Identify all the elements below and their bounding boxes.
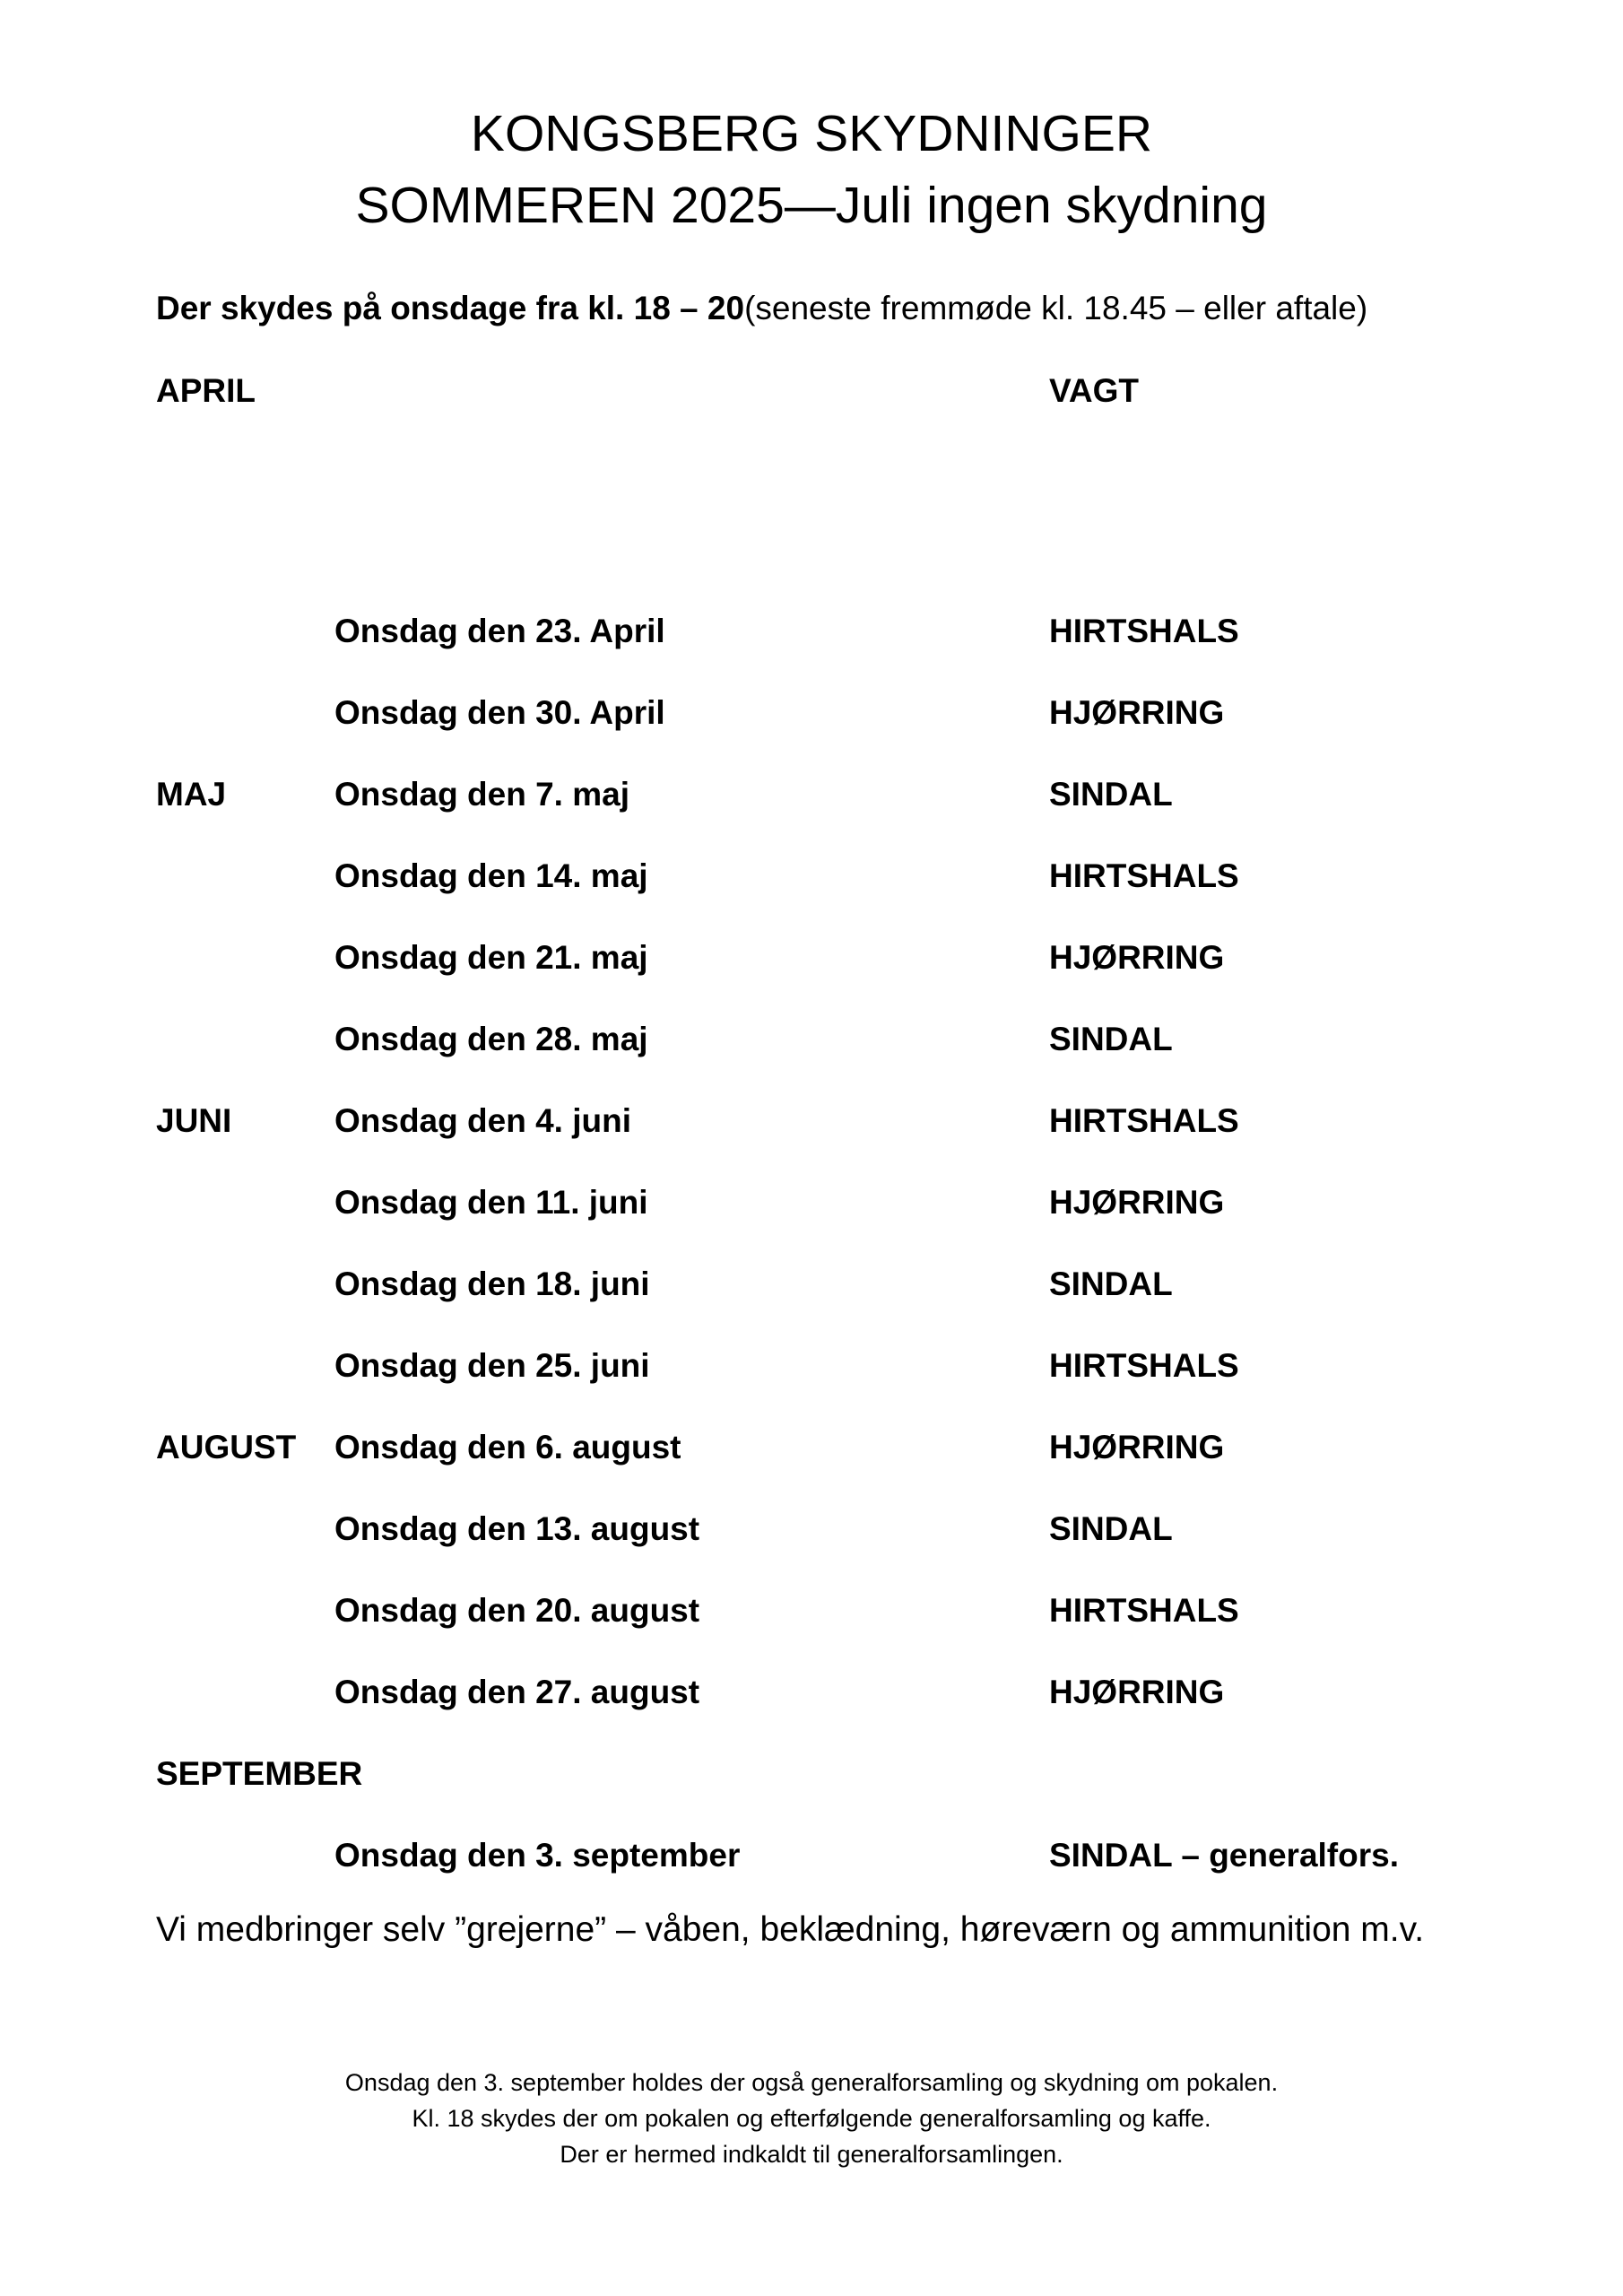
equipment-note: Vi medbringer selv ”grejerne” – våben, beklædning, høreværn og ammunition m.v. <box>156 1910 1425 1949</box>
page-title: KONGSBERG SKYDNINGER <box>470 105 1153 162</box>
schedule-row <box>0 694 1623 739</box>
schedule-date: Onsdag den 3. september <box>334 1837 741 1874</box>
schedule-guard: SINDAL – generalfors. <box>1049 1837 1399 1874</box>
schedule-row <box>0 1429 1623 1474</box>
schedule-month: SEPTEMBER <box>156 1755 363 1792</box>
schedule-month: AUGUST <box>156 1429 297 1465</box>
intro-normal: (seneste fremmøde kl. 18.45 – eller aftale) <box>744 290 1368 326</box>
schedule-date: Onsdag den 28. maj <box>334 1021 648 1057</box>
schedule-guard: SINDAL <box>1049 776 1173 813</box>
footer-line: Der er hermed indkaldt til generalforsamlingen. <box>560 2141 1063 2168</box>
schedule-row <box>0 1347 1623 1392</box>
schedule-row <box>0 613 1623 657</box>
schedule-row <box>0 857 1623 902</box>
schedule-guard: HIRTSHALS <box>1049 1347 1239 1384</box>
schedule-guard: SINDAL <box>1049 1510 1173 1547</box>
schedule-guard: SINDAL <box>1049 1265 1173 1302</box>
schedule-row <box>0 1021 1623 1065</box>
schedule-row <box>0 776 1623 821</box>
page-subtitle: SOMMEREN 2025—Juli ingen skydning <box>355 177 1268 234</box>
footer-line: Onsdag den 3. september holdes der også generalforsamling og skydning om pokalen. <box>344 2069 1279 2096</box>
schedule-date: Onsdag den 7. maj <box>334 776 629 813</box>
schedule-month: JUNI <box>156 1102 232 1139</box>
schedule-date: Onsdag den 23. April <box>334 613 665 649</box>
schedule-month: MAJ <box>156 776 227 813</box>
schedule-date: Onsdag den 13. august <box>334 1510 700 1547</box>
schedule-row <box>0 1510 1623 1555</box>
intro-text <box>156 290 1367 327</box>
schedule-guard: HJØRRING <box>1049 1674 1225 1710</box>
footer-notice <box>0 2065 1623 2172</box>
schedule-guard: HIRTSHALS <box>1049 1102 1239 1139</box>
schedule-row <box>0 1102 1623 1147</box>
schedule-date: Onsdag den 27. august <box>334 1674 700 1710</box>
schedule-row <box>0 1592 1623 1637</box>
schedule-date: Onsdag den 11. juni <box>334 1184 648 1221</box>
schedule-guard: HJØRRING <box>1049 694 1225 731</box>
schedule-row <box>0 939 1623 984</box>
schedule-guard: HJØRRING <box>1049 939 1225 976</box>
footer-line: Kl. 18 skydes der om pokalen og efterfølgende generalforsamling og kaffe. <box>412 2105 1211 2132</box>
schedule-row <box>0 1674 1623 1718</box>
guard-column-header: VAGT <box>1049 372 1140 409</box>
intro-bold: Der skydes på onsdage fra kl. 18 – 20 <box>156 290 745 326</box>
schedule-date: Onsdag den 14. maj <box>334 857 648 894</box>
schedule-date: Onsdag den 25. juni <box>334 1347 650 1384</box>
schedule-guard: HIRTSHALS <box>1049 1592 1239 1629</box>
schedule-date: Onsdag den 4. juni <box>334 1102 631 1139</box>
schedule-row <box>0 1755 1623 1800</box>
schedule-row <box>0 1837 1623 1882</box>
schedule-guard: SINDAL <box>1049 1021 1173 1057</box>
schedule-guard: HIRTSHALS <box>1049 857 1239 894</box>
schedule-date: Onsdag den 20. august <box>334 1592 700 1629</box>
schedule-date: Onsdag den 6. august <box>334 1429 681 1465</box>
schedule-row <box>0 1184 1623 1229</box>
schedule-date: Onsdag den 30. April <box>334 694 665 731</box>
schedule-date: Onsdag den 21. maj <box>334 939 648 976</box>
month-header-april: APRIL <box>156 372 256 409</box>
schedule-guard: HJØRRING <box>1049 1429 1225 1465</box>
schedule-guard: HIRTSHALS <box>1049 613 1239 649</box>
schedule-guard: HJØRRING <box>1049 1184 1225 1221</box>
schedule-date: Onsdag den 18. juni <box>334 1265 650 1302</box>
schedule-row <box>0 1265 1623 1310</box>
